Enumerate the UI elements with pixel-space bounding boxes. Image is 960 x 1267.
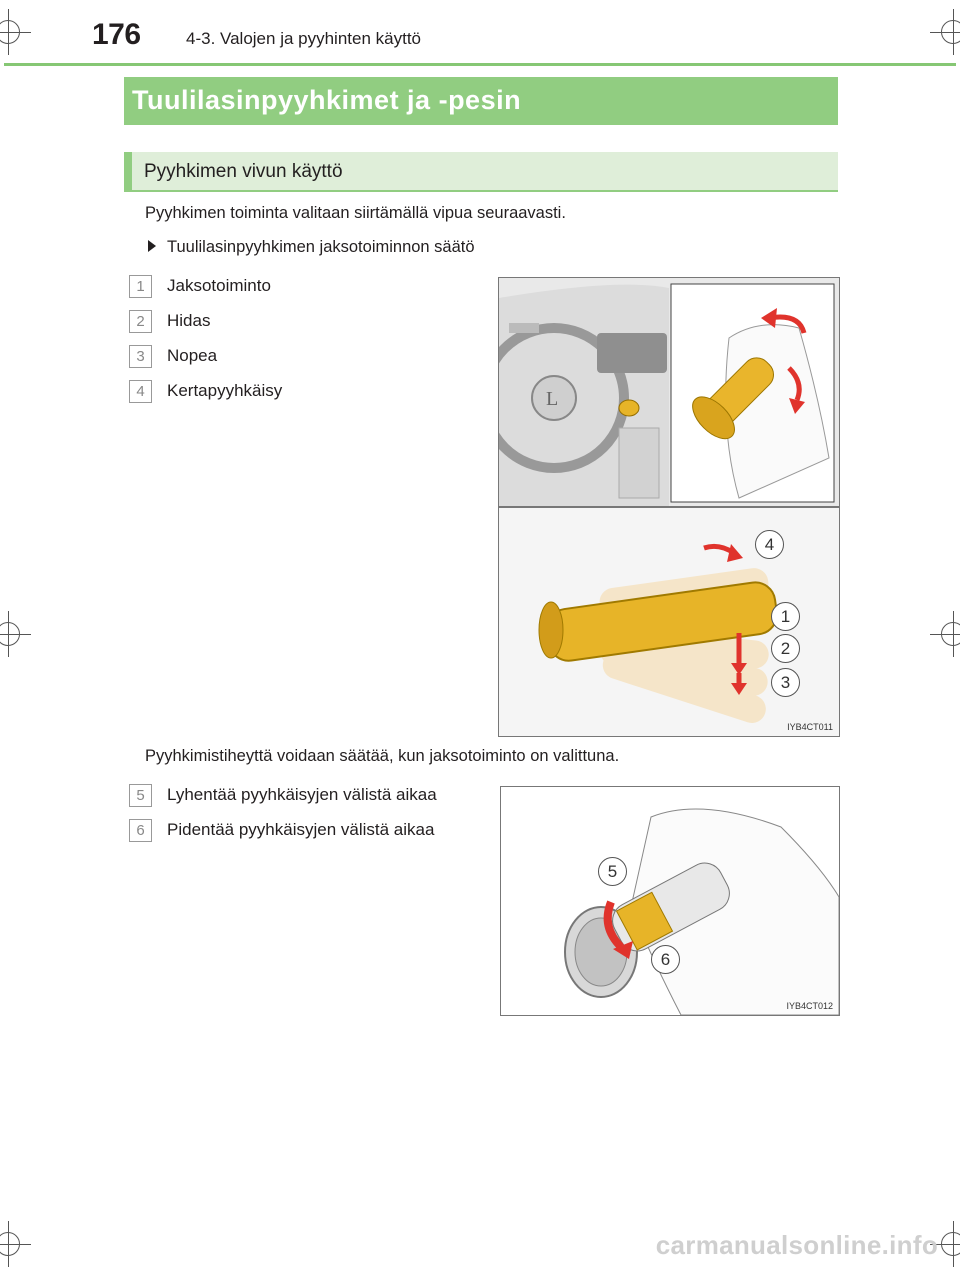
item-number-6: 6 bbox=[129, 819, 152, 842]
item-label-1: Jaksotoiminto bbox=[167, 276, 271, 295]
interval-dial-illustration bbox=[501, 787, 839, 1015]
crop-mark-bottom-left bbox=[0, 1232, 20, 1256]
frequency-text: Pyyhkimistiheyttä voidaan säätää, kun jaksotoiminto on valittuna. bbox=[145, 747, 620, 765]
header-rule bbox=[4, 63, 956, 66]
figure2-callout-5: 5 bbox=[598, 857, 627, 886]
figure1-callout-3: 3 bbox=[771, 668, 800, 697]
item-number-2: 2 bbox=[129, 310, 152, 333]
item-label-5: Lyhentää pyyhkäisyjen välistä aikaa bbox=[167, 785, 437, 804]
figure2-callout-6: 6 bbox=[651, 945, 680, 974]
item-number-3: 3 bbox=[129, 345, 152, 368]
item-label-4: Kertapyyhkäisy bbox=[167, 381, 283, 400]
svg-text:L: L bbox=[546, 388, 559, 410]
item-label-6: Pidentää pyyhkäisyjen välistä aikaa bbox=[167, 820, 435, 839]
figure1-callout-1: 1 bbox=[771, 602, 800, 631]
wiper-lever-figure bbox=[498, 277, 840, 737]
item-number-5: 5 bbox=[129, 784, 152, 807]
interval-adjust-figure bbox=[500, 786, 840, 1016]
item-label-2: Hidas bbox=[167, 311, 211, 330]
sub-heading bbox=[124, 152, 838, 192]
intro-text: Pyyhkimen toiminta valitaan siirtämällä vipua seuraavasti. bbox=[145, 204, 566, 222]
figure1-callout-4: 4 bbox=[755, 530, 784, 559]
crop-mark-bottom-right bbox=[941, 1232, 960, 1256]
main-heading bbox=[124, 77, 838, 125]
crop-mark-mid-right bbox=[941, 622, 960, 646]
figure1-callout-2: 2 bbox=[771, 634, 800, 663]
bullet-arrow-icon bbox=[148, 240, 156, 252]
crop-mark-mid-left bbox=[0, 622, 20, 646]
item-number-1: 1 bbox=[129, 275, 152, 298]
section-title: 4-3. Valojen ja pyyhinten käyttö bbox=[186, 29, 421, 48]
figure1-code: IYB4CT011 bbox=[787, 722, 833, 732]
item-label-3: Nopea bbox=[167, 346, 218, 365]
sub-heading-bar bbox=[124, 152, 132, 190]
figure2-code: IYB4CT012 bbox=[786, 1001, 833, 1011]
item-number-4: 4 bbox=[129, 380, 152, 403]
main-heading-text: Tuulilasinpyyhkimet ja -pesin bbox=[132, 85, 522, 115]
page-number: 176 bbox=[92, 18, 141, 51]
crop-mark-top-left bbox=[0, 20, 20, 44]
bullet-text: Tuulilasinpyyhkimen jaksotoiminnon säätö bbox=[167, 238, 475, 256]
watermark: carmanualsonline.info bbox=[655, 1230, 938, 1260]
sub-heading-text: Pyyhkimen vivun käyttö bbox=[144, 161, 343, 182]
crop-mark-top-right bbox=[941, 20, 960, 44]
